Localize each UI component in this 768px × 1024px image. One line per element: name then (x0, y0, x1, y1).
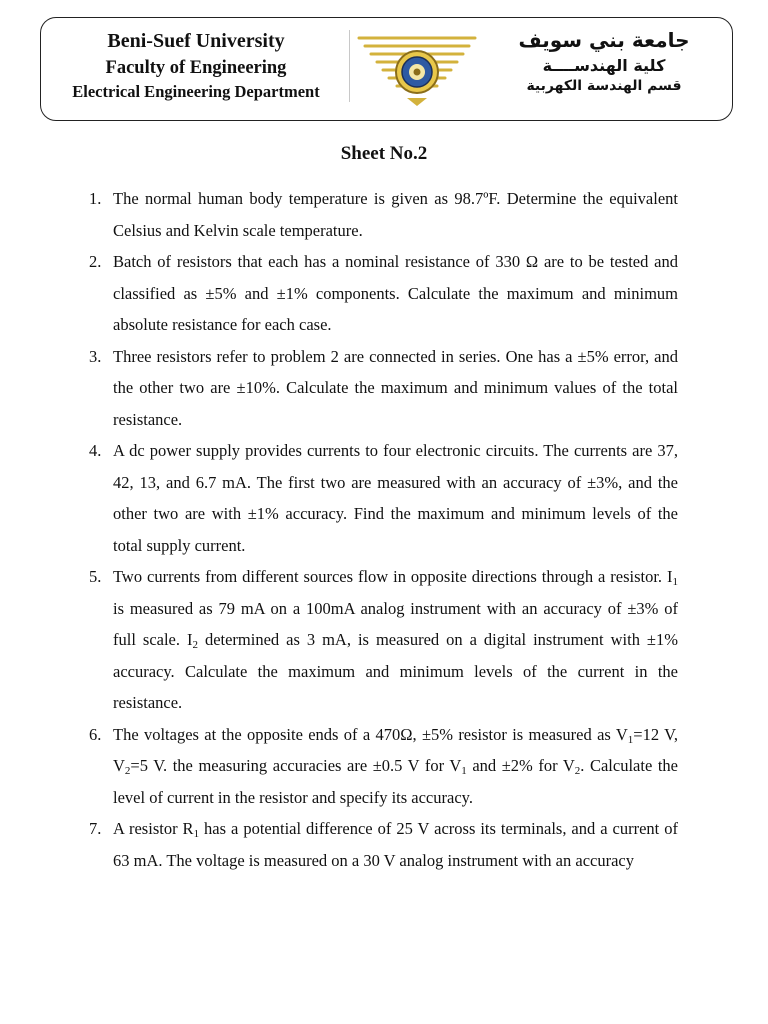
subscript: 2 (192, 639, 198, 651)
faculty-name-en: Faculty of Engineering (105, 58, 287, 78)
university-name-ar: جامعة بني سويف (518, 28, 690, 52)
subscript: 1 (672, 576, 678, 588)
text-run: Two currents from different sources flow in opposite directions through a resistor. I (113, 567, 673, 586)
problem-item (89, 435, 678, 561)
subscript: 2 (574, 765, 581, 777)
text-run: determined as 3 mA, is measured on a digital instrument with ±1% accuracy. Calculate the maximum and minimum levels of the current in the resistance. (113, 630, 678, 712)
subscript: 1 (627, 733, 634, 746)
problem-text: A dc power supply provides currents to four electronic circuits. The currents are 37, 42, 13, and 6.7 mA. The first two are measured with an accuracy of ±3%, and the other two are with ±1% accuracy. Find the maximum and minimum levels of the total supply current. (113, 441, 678, 555)
problem-text: Three resistors refer to problem 2 are connected in series. One has a ±5% error, and the other two are ±10%. Calculate the maximum and minimum values of the total resistance. (113, 346, 678, 429)
department-name-en: Electrical Engineering Department (72, 82, 320, 101)
text-run: =5 V. the measuring accuracies are ±0.5 V for V (130, 756, 462, 775)
text-run: =12 V, V (113, 724, 679, 775)
header-divider (349, 30, 350, 102)
department-name-ar: قسم الهندسة الكهربية (526, 78, 682, 94)
problem-text (113, 725, 678, 807)
problem-text (113, 567, 678, 712)
problem-number: 3. (89, 346, 102, 366)
problem-text (113, 819, 678, 870)
text-run: has a potential difference of 25 V across its terminals, and a current of 63 mA. The voltage is measured on a 30 V analog instrument with an accuracy (113, 819, 678, 870)
problem-item (89, 813, 678, 876)
problem-item (89, 183, 678, 246)
subscript: 2 (124, 765, 131, 777)
problem-item (89, 719, 679, 814)
problem-text: Batch of resistors that each has a nominal resistance of 330 Ω are to be tested and classified as ±5% and ±1% components. Calculate the maximum and minimum absolute resistance for each case. (113, 252, 678, 334)
problem-list (89, 183, 679, 876)
subscript: 1 (461, 765, 467, 777)
university-name-en: Beni-Suef University (107, 30, 285, 52)
sheet-title: Sheet No.2 (340, 143, 428, 164)
problem-item (89, 561, 678, 719)
text-run: is measured as 79 mA on a 100mA analog instrument with an accuracy of ±3% of full scale. I (113, 598, 678, 649)
problem-number: 4. (89, 441, 102, 460)
problem-item (89, 246, 678, 341)
text-run: A resistor R (113, 819, 194, 838)
text-run: and ±2% for V (466, 756, 575, 775)
problem-item (89, 341, 678, 436)
problem-number: 2. (89, 252, 102, 271)
faculty-name-ar: كلية الهندســــة (542, 56, 666, 75)
subscript: 1 (193, 828, 200, 840)
problem-text: The normal human body temperature is given as 98.7ºF. Determine the equivalent Celsius and Kelvin scale temperature. (113, 189, 678, 240)
letterhead (40, 17, 733, 121)
text-run: . Calculate the level of current in the resistor and specify its accuracy. (113, 756, 678, 807)
problem-number: 5. (89, 567, 102, 586)
university-logo (355, 24, 479, 108)
problem-number: 6. (89, 724, 102, 744)
problem-number: 1. (89, 189, 102, 208)
problem-number: 7. (89, 819, 102, 838)
text-run: The voltages at the opposite ends of a 470Ω, ±5% resistor is measured as V (113, 724, 628, 744)
